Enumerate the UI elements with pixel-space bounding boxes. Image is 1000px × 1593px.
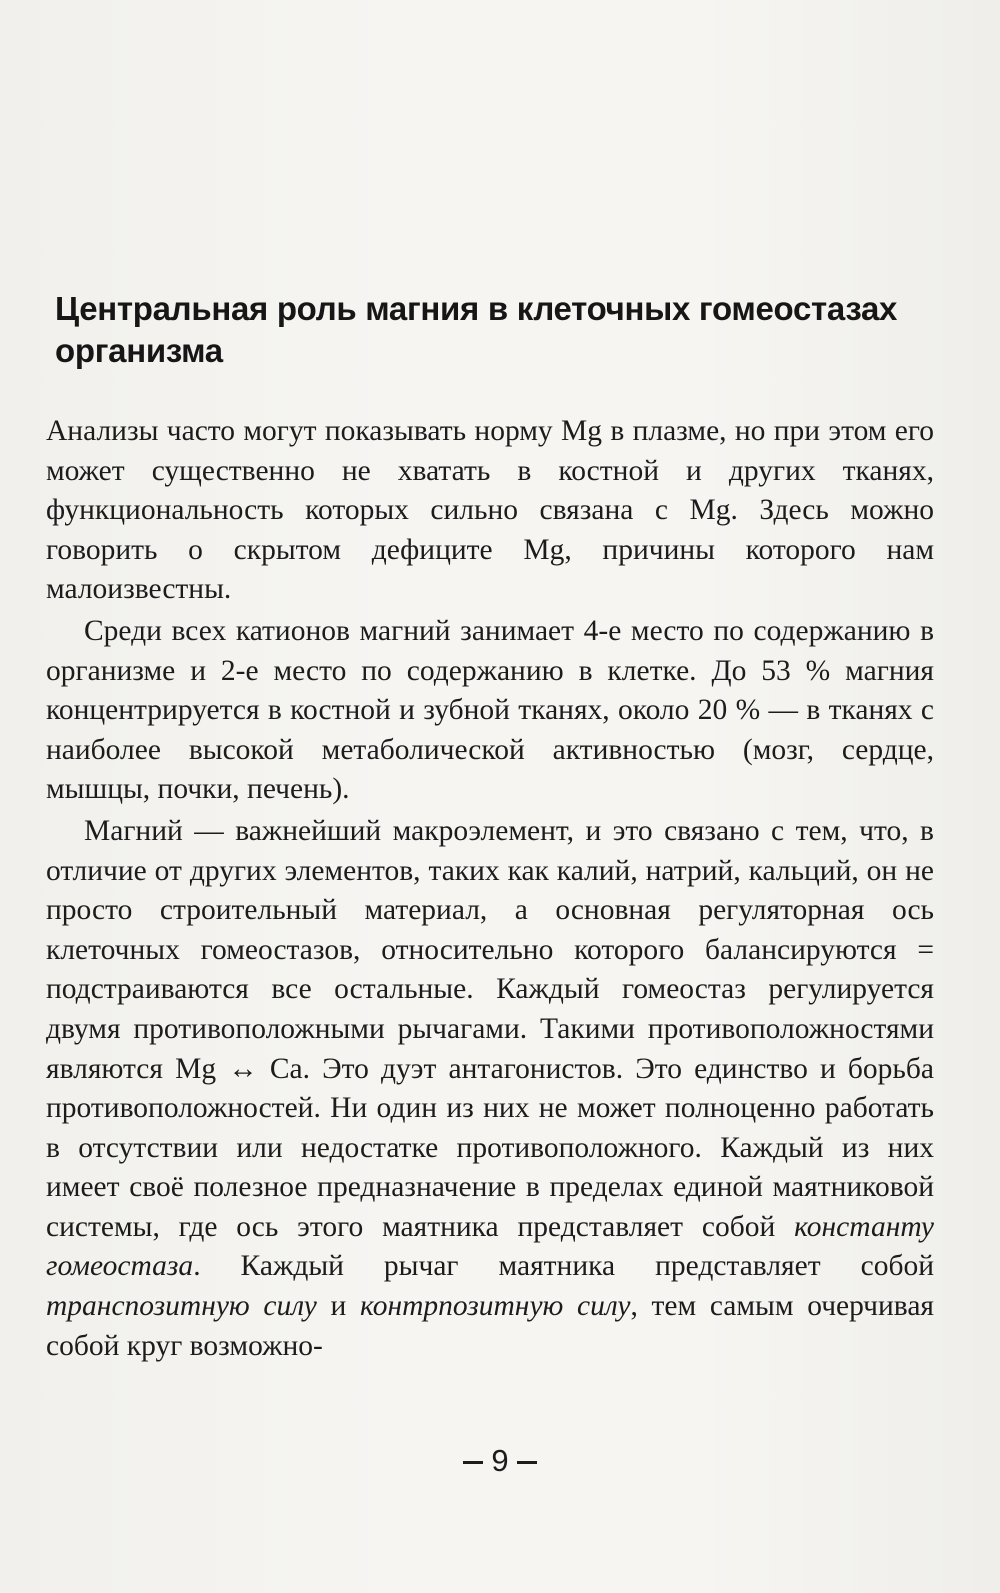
page-number: 9	[491, 1443, 509, 1478]
paragraph-3-and: и	[316, 1290, 361, 1323]
paragraph-3	[46, 812, 934, 1366]
italic-term-contrapositive-force: контрпозитную силу	[360, 1290, 631, 1323]
page-number-footer	[0, 1443, 1000, 1479]
paragraph-3-tail: , тем самым очерчивая собой круг возможно-	[46, 1290, 934, 1362]
dash-right	[517, 1461, 537, 1464]
body-text	[46, 412, 934, 1366]
dash-left	[463, 1461, 483, 1464]
paragraph-3-mid: . Каждый рычаг маятника представляет собой	[193, 1250, 934, 1283]
paragraph-3-lead: Магний — важнейший макроэлемент, и это связано с тем, что, в отличие от других элементов, таких как калий, натрий, кальций, он не просто строительный материал, а основная регуляторная ось клеточных гомеостазов, относительно которого балансируются = подстраиваются все остальные. Каждый гомеостаз регулируется двумя противоположными рычагами. Такими противоположностями являются Mg ↔ Ca. Это дуэт антагонистов. Это единство и борьба противоположностей. Ни один из них не может полноценно работать в отсутствии или недостатке противоположного. Каждый из них имеет своё полезное предназначение в пределах единой маятниковой системы, где ось этого маятника представляет собой	[46, 814, 934, 1243]
italic-term-transpositive-force: транспозитную силу	[46, 1290, 317, 1323]
section-heading: Центральная роль магния в клеточных гомеостазах организма	[55, 290, 898, 369]
paragraph-2: Среди всех катионов магний занимает 4-е место по содержанию в организме и 2-е место по содержанию в клетке. До 53 % магния концентрируется в костной и зубной тканях, около 20 % — в тканях с наиболее высокой метаболической активностью (мозг, сердце, мышцы, почки, печень).	[46, 614, 934, 806]
paragraph-1: Анализы часто могут показывать норму Mg в плазме, но при этом его может существенно не хватать в костной и других тканях, функциональность которых сильно связана с Mg. Здесь можно говорить о скрытом дефиците Mg, причины которого нам малоизвестны.	[46, 415, 934, 606]
italic-term-homeostasis-constant: константу гомеостаза	[46, 1210, 934, 1283]
